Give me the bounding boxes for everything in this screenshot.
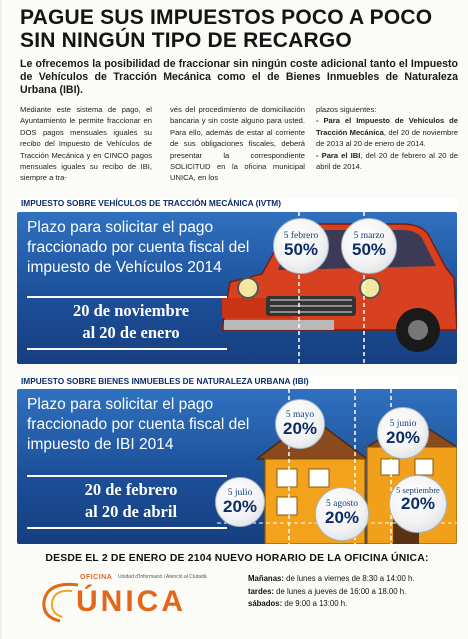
payment-bubble-mar	[341, 218, 397, 274]
ibi-date-line1: 20 de febrero	[84, 480, 178, 499]
ivtm-plazo-text: Plazo para solicitar el pago fraccionado por cuenta fiscal del impuesto de Vehículos 2014	[27, 219, 250, 276]
logo-wordmark: ÚNICA	[76, 585, 186, 618]
body-column-1: Mediante este sistema de pago, el Ayuntamiento le permite fraccionar en DOS pagos mensuales iguales su recibo del Impuesto de Vehículos de Tracción Mecánica y en CINCO pagos mensuales iguales su recibo de IBI, siempre a tra-	[20, 105, 152, 183]
divider	[27, 348, 227, 350]
col3-item1-bold: - Para el Impuesto de Vehículos de Tracción Mecánica	[316, 116, 458, 137]
schedule-hours: de lunes a viernes de 8:30 a 14:00 h.	[286, 574, 415, 583]
lead-paragraph: Le ofrecemos la posibilidad de fraccionar sin ningún coste adicional tanto el Impuesto de Vehículos de Tracción Mecánica como el de Bienes Inmuebles de Naturaleza Urbana (IBI).	[20, 58, 458, 96]
schedule-row	[248, 586, 460, 599]
schedule-day: sábados:	[248, 599, 283, 608]
payment-bubble-jun	[377, 407, 429, 459]
ibi-date-range	[47, 479, 215, 523]
ivtm-date-range	[47, 300, 215, 344]
ibi-panel	[17, 389, 457, 544]
office-schedule	[248, 573, 460, 611]
col3-item2-text: , del 20 de febrero al 20 de abril de 2014.	[316, 150, 458, 172]
payment-percent: 20%	[222, 497, 258, 516]
logo-tagline: Unidad d'Informació i Atenció al Ciutadà	[118, 574, 207, 580]
schedule-banner: DESDE EL 2 DE ENERO DE 2104 NUEVO HORARIO DE LA OFICINA ÚNICA:	[45, 553, 429, 564]
col3-item2-bold: - Para el IBI	[316, 150, 361, 160]
ivtm-date-line1: 20 de noviembre	[72, 301, 190, 320]
payment-date: 5 agosto	[326, 499, 358, 509]
schedule-hours: de 9:00 a 13:00 h.	[284, 599, 348, 608]
col3-item1-text: , del 20 de noviembre de 2013 al 20 de enero de 2014.	[316, 127, 458, 149]
ibi-date-line2: al 20 de abril	[84, 502, 178, 521]
body-column-3	[316, 104, 458, 172]
divider	[27, 527, 227, 529]
payment-percent: 20%	[385, 428, 421, 447]
payment-percent: 50%	[351, 240, 387, 259]
divider	[27, 475, 227, 477]
divider	[27, 296, 227, 298]
schedule-hours: de lunes a jueves de 16:00 a 18.00 h.	[276, 586, 407, 596]
payment-bubble-may	[275, 399, 325, 449]
oficina-unica-logo	[36, 571, 226, 627]
body-column-2: vés del procedimiento de domiciliación bancaria y sin coste alguno para usted. Para ello, además de estar al corriente de sus obligaciones fiscales, deberá presentar la correspondiente SOLICITUD en la oficina municipal UNICA, en los	[170, 105, 305, 183]
schedule-row	[248, 573, 460, 586]
ibi-section-label: IMPUESTO SOBRE BIENES INMUEBLES DE NATURALEZA URBANA (IBI)	[17, 376, 457, 390]
payment-bubble-aug	[315, 487, 369, 541]
payment-bubble-feb	[273, 218, 329, 274]
ibi-plazo-text: Plazo para solicitar el pago fraccionado por cuenta fiscal del impuesto de IBI 2014	[27, 396, 250, 453]
payment-bubble-sep	[389, 475, 447, 533]
schedule-day: tardes:	[248, 586, 274, 596]
schedule-row	[248, 598, 460, 611]
headline: PAGUE SUS IMPUESTOS POCO A POCO SIN NINGÚN TIPO DE RECARGO	[20, 6, 433, 52]
payment-date: 5 junio	[389, 419, 417, 429]
ivtm-panel	[17, 212, 457, 364]
payment-date: 5 febrero	[283, 231, 319, 241]
ivtm-date-line2: al 20 de enero	[82, 323, 180, 342]
col3-intro: plazos siguientes:	[316, 105, 377, 114]
payment-date: 5 julio	[227, 488, 253, 498]
schedule-day: Mañanas:	[248, 574, 284, 583]
payment-date: 5 marzo	[353, 231, 385, 241]
payment-percent: 20%	[400, 494, 436, 513]
payment-percent: 50%	[283, 240, 319, 259]
payment-date: 5 septiembre	[396, 485, 440, 495]
payment-date: 5 mayo	[285, 410, 315, 420]
payment-percent: 20%	[282, 419, 318, 438]
payment-bubble-jul	[215, 477, 265, 527]
ivtm-section-label: IMPUESTO SOBRE VEHÍCULOS DE TRACCIÓN MECÁNICA (IVTM)	[17, 198, 457, 212]
logo-oficina-text: OFICINA	[80, 574, 113, 581]
payment-percent: 20%	[324, 508, 360, 527]
